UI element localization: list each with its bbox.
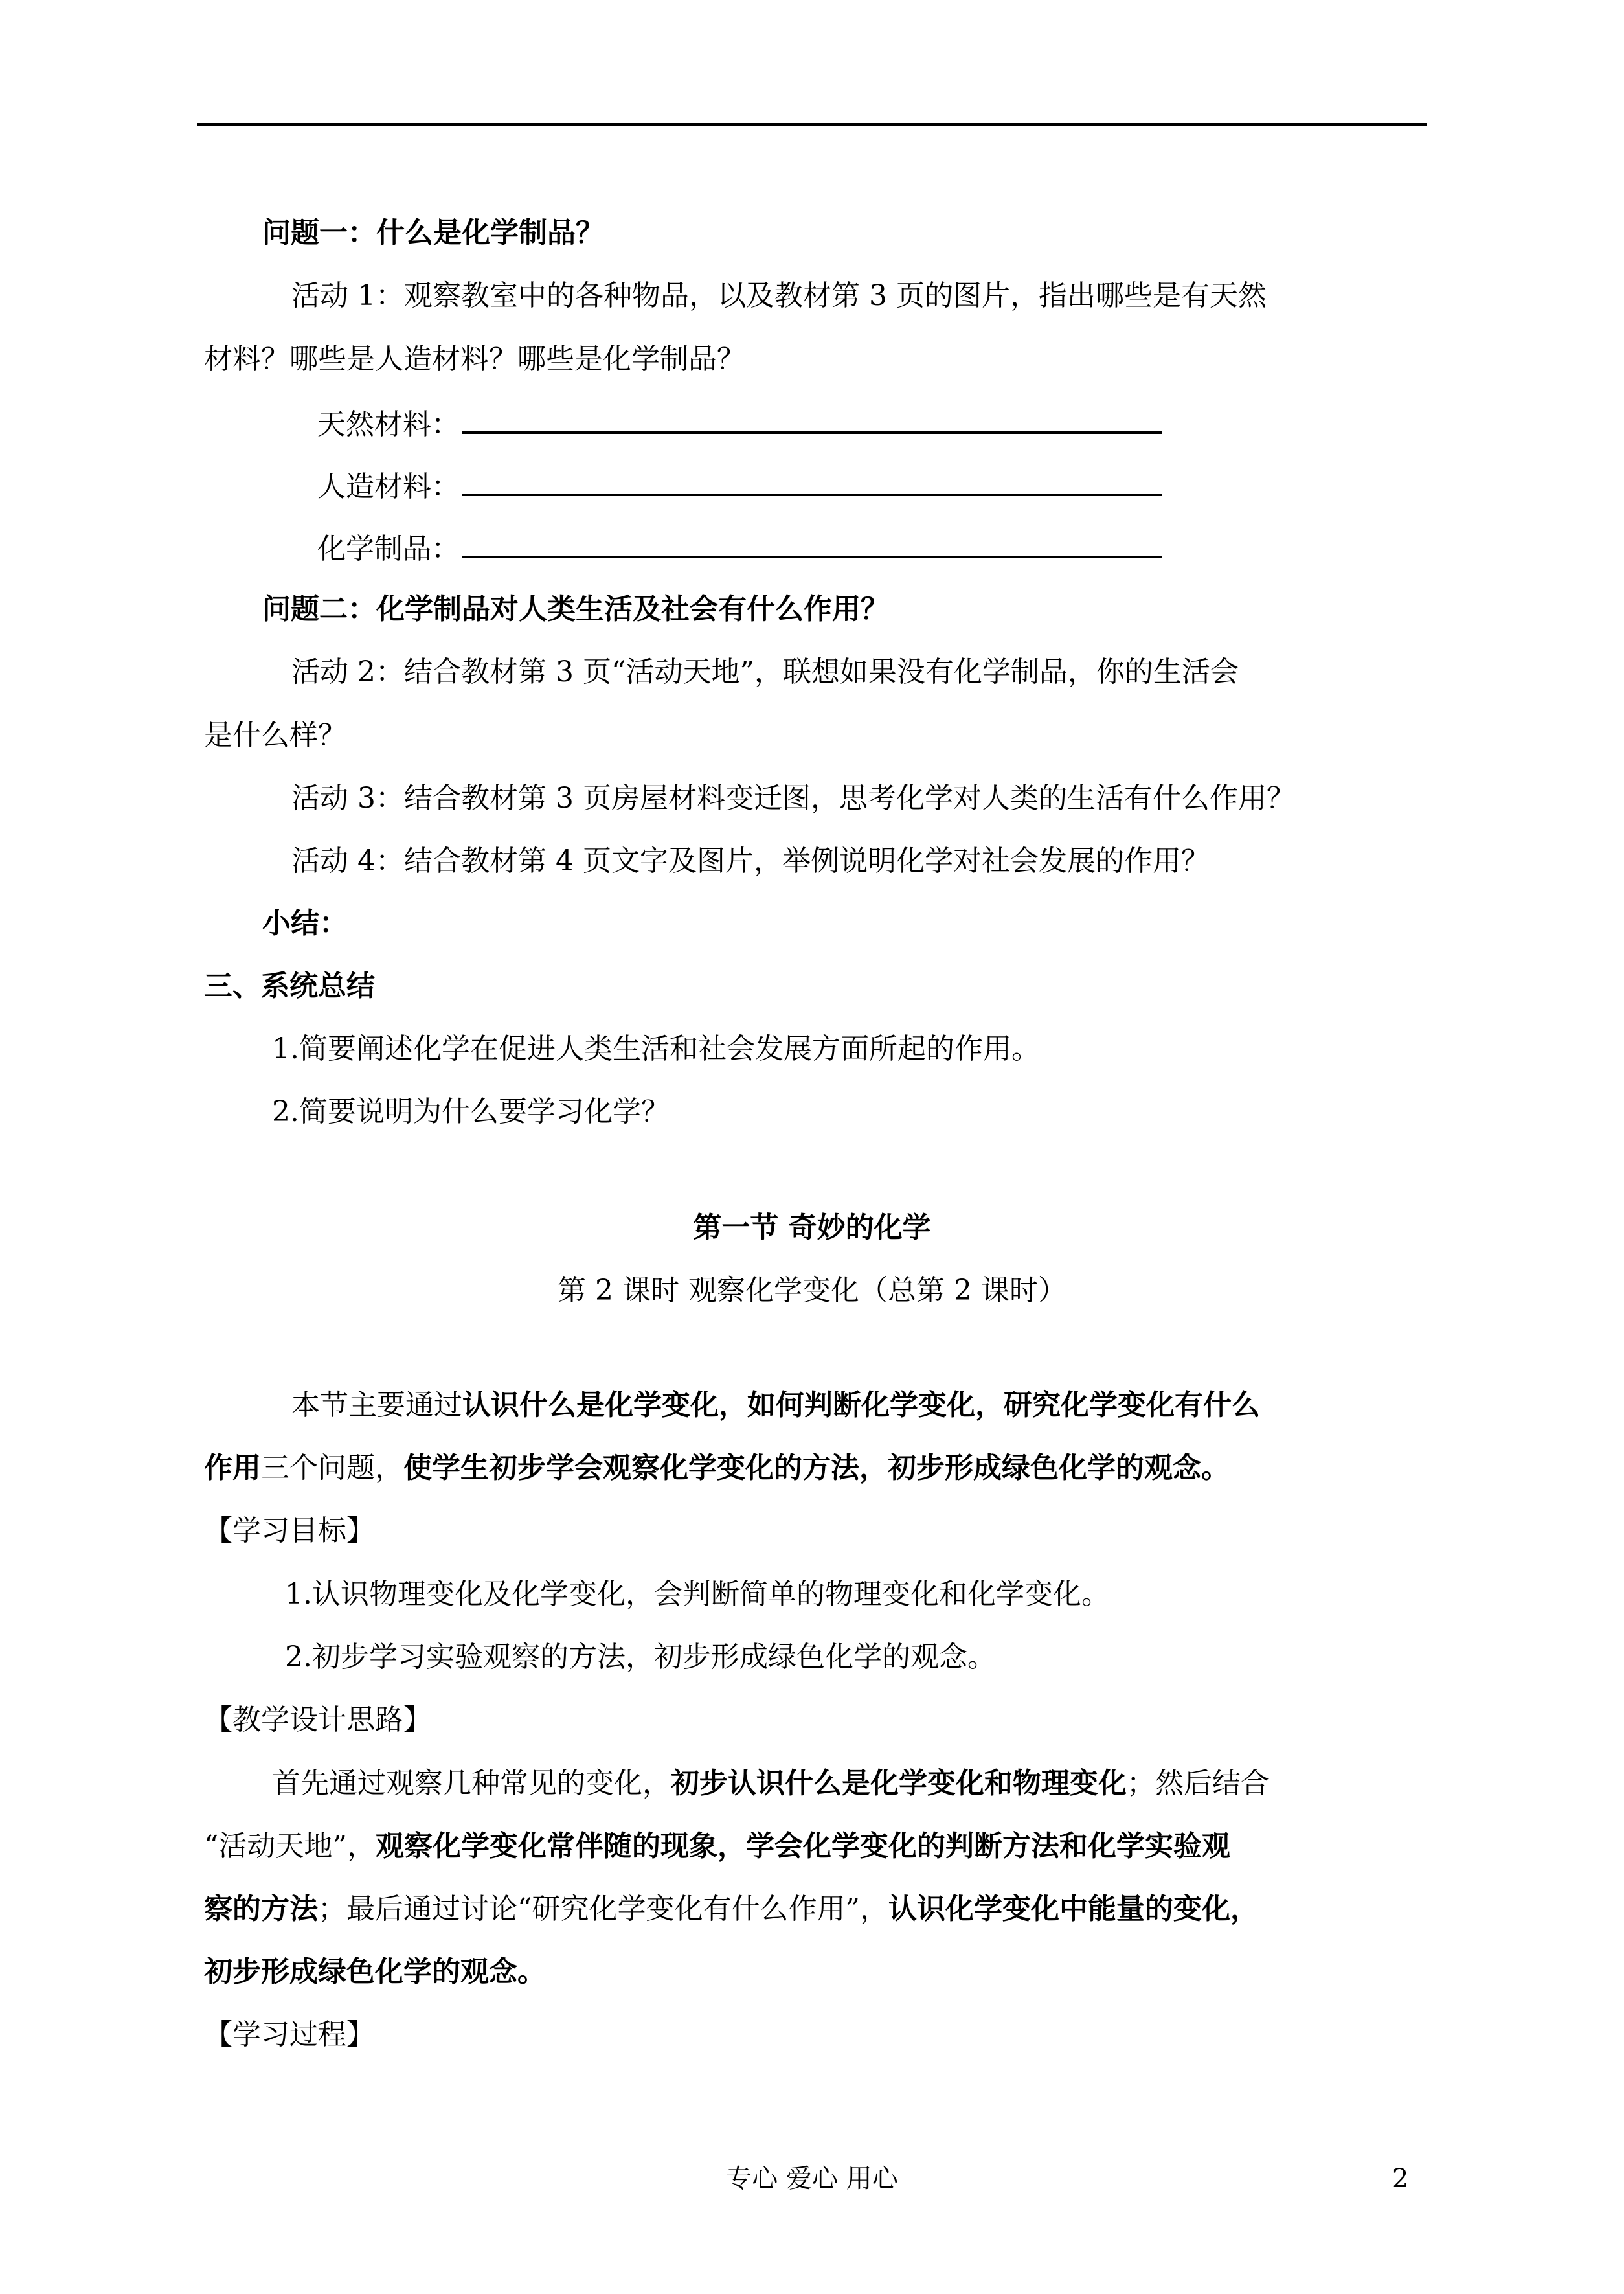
activity-1-line-2: 材料？哪些是人造材料？哪些是化学制品？: [204, 343, 745, 376]
intro-line-1: [291, 1386, 1260, 1425]
intro-line-2: [204, 1449, 1230, 1488]
design-text-1a: 首先通过观察几种常见的变化，: [272, 1767, 671, 1800]
fill-blank-artificial: [317, 465, 1162, 506]
activity-1-line-1: 活动 1：观察教室中的各种物品，以及教材第 3 页的图片，指出哪些是有天然: [291, 279, 1267, 312]
goal-item-2: 2.初步学习实验观察的方法，初步形成绿色化学的观念。: [285, 1641, 996, 1674]
fill-label-natural: 天然材料：: [317, 408, 460, 441]
design-bold-3c: 认识化学变化中能量的变化，: [888, 1892, 1259, 1925]
design-line-1: [272, 1764, 1269, 1803]
answer-blank-artificial[interactable]: [462, 465, 1162, 496]
activity-2-line-2: 是什么样？: [204, 719, 346, 752]
section-3-item-1: 1.简要阐述化学在促进人类生活和社会发展方面所起的作用。: [272, 1032, 1040, 1065]
section-3-item-2: 2.简要说明为什么要学习化学？: [272, 1095, 670, 1128]
fill-label-chemical: 化学制品：: [317, 532, 460, 565]
activity-2-line-1: 活动 2：结合教材第 3 页“活动天地”，联想如果没有化学制品，你的生活会: [291, 655, 1239, 688]
summary-label: 小结：: [262, 907, 348, 940]
design-heading: 【教学设计思路】: [204, 1703, 432, 1736]
activity-4: 活动 4：结合教材第 4 页文字及图片，举例说明化学对社会发展的作用？: [291, 845, 1210, 878]
design-text-1c: ；然后结合: [1127, 1767, 1269, 1800]
intro-bold-1: 认识什么是化学变化，如何判断化学变化，研究化学变化有什么: [462, 1389, 1260, 1422]
design-text-3b: ；最后通过讨论“研究化学变化有什么作用”，: [318, 1892, 888, 1925]
section-3-heading: 三、系统总结: [204, 970, 375, 1003]
question-2-heading: 问题二：化学制品对人类生活及社会有什么作用？: [262, 593, 889, 626]
process-heading: 【学习过程】: [204, 2018, 375, 2051]
page-number: 2: [1392, 2164, 1409, 2194]
question-1-heading: 问题一：什么是化学制品？: [262, 216, 604, 249]
footer-motto: 专心 爱心 用心: [726, 2164, 898, 2194]
lesson-title: 第一节 奇妙的化学: [693, 1211, 931, 1244]
fill-blank-chemical: [317, 527, 1162, 569]
header-rule: [197, 123, 1427, 126]
intro-bold-3: 使学生初步学会观察化学变化的方法，初步形成绿色化学的观念。: [403, 1451, 1230, 1484]
design-line-2: [204, 1827, 1230, 1866]
fill-label-artificial: 人造材料：: [317, 470, 460, 503]
design-line-3: [204, 1890, 1259, 1929]
design-line-4: 初步形成绿色化学的观念。: [204, 1955, 546, 1988]
design-bold-3a: 察的方法: [204, 1892, 318, 1925]
goal-item-1: 1.认识物理变化及化学变化，会判断简单的物理变化和化学变化。: [285, 1578, 1110, 1611]
intro-bold-2: 作用: [204, 1451, 261, 1484]
intro-text-1: 本节主要通过: [291, 1389, 462, 1422]
activity-3: 活动 3：结合教材第 3 页房屋材料变迁图，思考化学对人类的生活有什么作用？: [291, 782, 1295, 815]
goals-heading: 【学习目标】: [204, 1514, 375, 1547]
answer-blank-chemical[interactable]: [462, 527, 1162, 558]
design-text-2a: “活动天地”，: [204, 1830, 376, 1863]
design-bold-2b: 观察化学变化常伴随的现象，学会化学变化的判断方法和化学实验观: [376, 1830, 1230, 1863]
fill-blank-natural: [317, 403, 1162, 444]
intro-text-2: 三个问题，: [261, 1451, 403, 1484]
design-bold-1b: 初步认识什么是化学变化和物理变化: [671, 1767, 1127, 1800]
lesson-subtitle: 第 2 课时 观察化学变化（总第 2 课时）: [558, 1274, 1066, 1307]
answer-blank-natural[interactable]: [462, 403, 1162, 434]
